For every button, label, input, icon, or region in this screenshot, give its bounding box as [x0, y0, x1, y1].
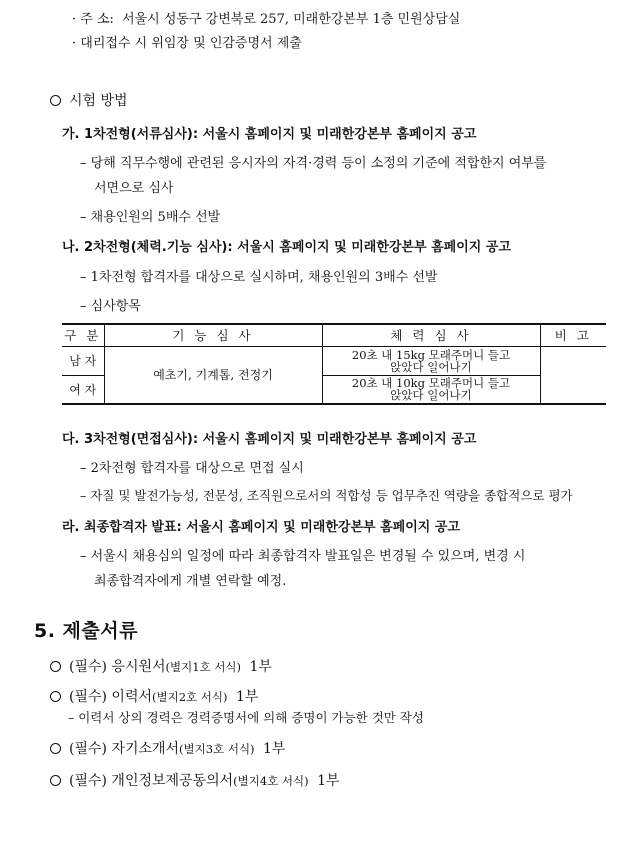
document-count: 1부: [263, 741, 286, 757]
final-bullet: – 서울시 채용심의 일정에 따라 최종합격자 발표일은 변경될 수 있으며, 변경 시: [80, 549, 526, 564]
circle-bullet-icon: [50, 95, 61, 106]
document-form: (별지2호 서식): [152, 690, 228, 704]
header-skill: 기 능 심 사: [104, 324, 322, 346]
category-cell: 남 자: [62, 346, 104, 375]
physical-test-cell: [322, 375, 540, 404]
stage1-heading: 가. 1차전형(서류심사): 서울시 홈페이지 및 미래한강본부 홈페이지 공고: [62, 127, 477, 142]
document-form: (별지4호 서식): [233, 774, 309, 788]
document-form: (별지3호 서식): [179, 742, 255, 756]
final-heading: 라. 최종합격자 발표: 서울시 홈페이지 및 미래한강본부 홈페이지 공고: [62, 520, 460, 535]
document-name: (필수) 자기소개서: [69, 741, 180, 757]
stage2-bullet: – 1차전형 합격자를 대상으로 실시하며, 채용인원의 3배수 선발: [80, 270, 438, 285]
category-cell: 여 자: [62, 375, 104, 404]
physical-test-cell: [322, 346, 540, 375]
stage3-bullet: – 2차전형 합격자를 대상으로 면접 실시: [80, 461, 304, 476]
document-item: [50, 770, 340, 790]
document-name: (필수) 이력서: [69, 689, 152, 705]
stage1-bullet: – 당해 직무수행에 관련된 응시자의 자격·경력 등이 소정의 기준에 적합한지 여부를: [80, 156, 547, 171]
stage2-heading: 나. 2차전형(체력.기능 심사): 서울시 홈페이지 및 미래한강본부 홈페이지 공고: [62, 240, 511, 255]
document-count: 1부: [235, 689, 259, 705]
stage2-bullet: – 심사항목: [80, 299, 141, 314]
stage1-bullet: 서면으로 심사: [94, 181, 174, 196]
stage1-bullet: – 채용인원의 5배수 선발: [80, 210, 221, 225]
exam-method-title-text: 시험 방법: [69, 93, 128, 109]
physical-line: 20초 내 15kg 모래주머니 들고: [351, 347, 511, 362]
header-note: 비 고: [540, 324, 606, 346]
stage3-heading: 다. 3차전형(면접심사): 서울시 홈페이지 및 미래한강본부 홈페이지 공고: [62, 432, 477, 447]
header-category: 구 분: [62, 324, 104, 346]
document-count: 1부: [249, 659, 272, 675]
address-line: [72, 8, 460, 27]
final-bullet: 최종합격자에게 개별 연락할 예정.: [94, 574, 287, 589]
header-physical: 체 력 심 사: [322, 324, 540, 346]
document-item: [50, 656, 272, 676]
exam-criteria-table: [62, 323, 606, 405]
circle-bullet-icon: [50, 775, 61, 786]
circle-bullet-icon: [50, 743, 61, 754]
proxy-note: · 대리접수 시 위임장 및 인감증명서 제출: [72, 36, 302, 51]
address-label: · 주 소:: [72, 12, 114, 27]
document-form: (별지1호 서식): [165, 660, 242, 674]
skill-test-cell: 예초기, 기계톱, 전정기: [104, 346, 322, 404]
document-name: (필수) 개인정보제공동의서: [69, 773, 234, 789]
table-row: [62, 346, 606, 375]
address-value: 서울시 성동구 강변북로 257, 미래한강본부 1층 민원상담실: [122, 12, 461, 27]
document-note: – 이력서 상의 경력은 경력증명서에 의해 증명이 가능한 것만 작성: [68, 710, 424, 725]
table-header-row: [62, 324, 606, 346]
circle-bullet-icon: [50, 661, 61, 672]
physical-line: 20초 내 10kg 모래주머니 들고: [351, 376, 511, 391]
documents-title: 5. 제출서류: [34, 620, 138, 642]
exam-method-title: [50, 90, 128, 110]
circle-bullet-icon: [50, 691, 61, 702]
document-count: 1부: [317, 773, 340, 789]
document-item: [50, 738, 285, 758]
physical-line: 앉았다 일어나기: [390, 359, 472, 374]
document-name: (필수) 응시원서: [69, 659, 166, 675]
stage3-bullet: – 자질 및 발전가능성, 전문성, 조직원으로서의 적합성 등 업무추진 역량을 종합적으로 평가: [80, 488, 573, 503]
note-cell: [540, 346, 606, 404]
physical-line: 앉았다 일어나기: [390, 388, 472, 403]
document-item: [50, 686, 258, 706]
